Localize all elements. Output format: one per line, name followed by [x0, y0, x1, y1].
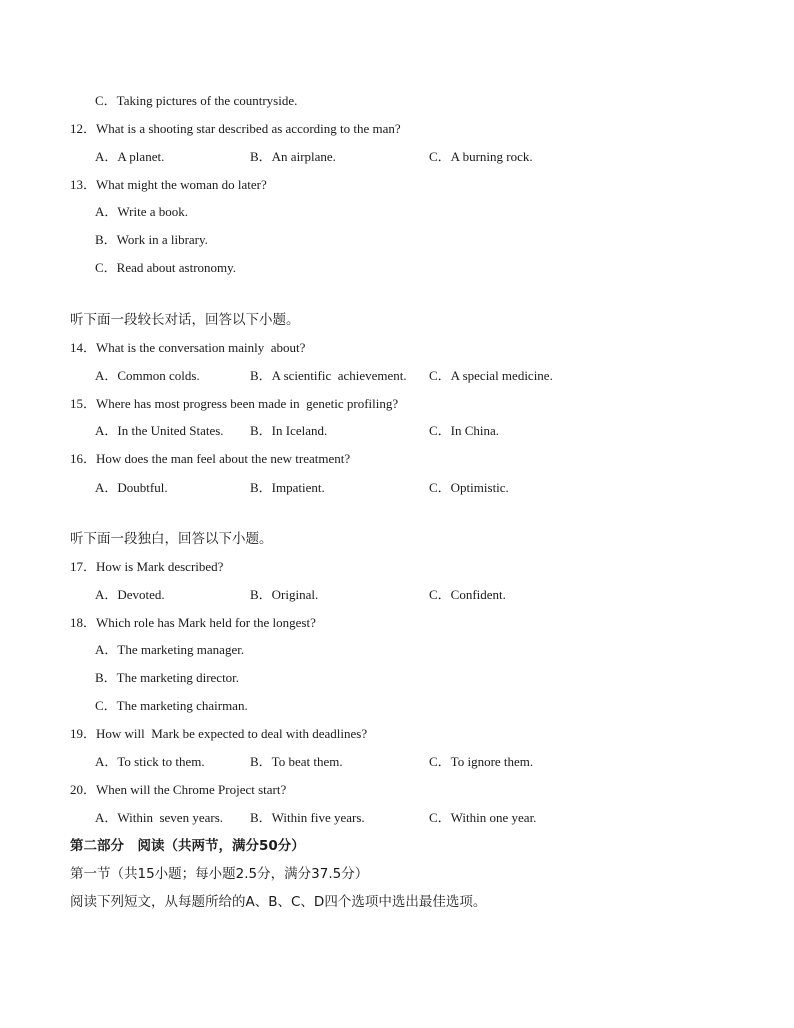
q20-options: [0, 810, 794, 826]
q13-option-c: C．Read about astronomy.: [95, 260, 237, 275]
section-monologue-instruction: 听下面一段独白，回答以下小题。: [70, 531, 273, 547]
part2-section1-heading: 第一节（共15小题；每小题2.5分，满分37.5分）: [70, 866, 369, 882]
q18-option-c: C．The marketing chairman.: [95, 698, 248, 713]
q18-stem: 18．Which role has Mark held for the longest?: [70, 615, 316, 630]
q17-stem: 17．How is Mark described?: [70, 559, 224, 574]
q12-options: [0, 149, 794, 165]
q13-stem: 13．What might the woman do later?: [70, 177, 267, 192]
q16-option-a: A．Doubtful.: [95, 480, 168, 495]
q16-option-b: B．Impatient.: [250, 480, 325, 495]
q16-stem: 16．How does the man feel about the new treatment?: [70, 451, 351, 466]
q13-option-b: B．Work in a library.: [95, 232, 208, 247]
q16-option-c: C．Optimistic.: [429, 480, 509, 495]
q19-options: [0, 754, 794, 770]
q20-option-b: B．Within five years.: [250, 810, 365, 825]
q14-option-b: B．A scientific achievement.: [250, 368, 407, 383]
q19-option-c: C．To ignore them.: [429, 754, 534, 769]
q19-option-a: A．To stick to them.: [95, 754, 205, 769]
q15-option-c: C．In China.: [429, 423, 500, 438]
q19-option-b: B．To beat them.: [250, 754, 343, 769]
q14-option-c: C．A special medicine.: [429, 368, 553, 383]
q19-stem: 19．How will Mark be expected to deal with deadlines?: [70, 726, 368, 741]
part2-heading: 第二部分 阅读（共两节，满分50分）: [70, 838, 305, 854]
q17-option-b: B．Original.: [250, 587, 319, 602]
q18-option-a: A．The marketing manager.: [95, 642, 245, 657]
q20-option-a: A．Within seven years.: [95, 810, 224, 825]
part2-instructions: 阅读下列短文，从每题所给的A、B、C、D四个选项中选出最佳选项。: [70, 894, 487, 910]
q16-options: [0, 480, 794, 496]
q20-stem: 20．When will the Chrome Project start?: [70, 782, 287, 797]
q14-option-a: A．Common colds.: [95, 368, 200, 383]
q14-stem: 14．What is the conversation mainly about?: [70, 340, 306, 355]
q12-stem: 12．What is a shooting star described as according to the man?: [70, 121, 401, 136]
q17-option-c: C．Confident.: [429, 587, 506, 602]
q12-option-a: A．A planet.: [95, 149, 165, 164]
q15-options: [0, 423, 794, 439]
q14-options: [0, 368, 794, 384]
q20-option-c: C．Within one year.: [429, 810, 537, 825]
q15-option-a: A．In the United States.: [95, 423, 224, 438]
q12-option-b: B．An airplane.: [250, 149, 336, 164]
q13-option-a: A．Write a book.: [95, 204, 188, 219]
section-dialogue-instruction: 听下面一段较长对话，回答以下小题。: [70, 312, 300, 328]
q12-option-c: C．A burning rock.: [429, 149, 533, 164]
q17-options: [0, 587, 794, 603]
q15-stem: 15．Where has most progress been made in genetic profiling?: [70, 396, 399, 411]
q17-option-a: A．Devoted.: [95, 587, 165, 602]
q15-option-b: B．In Iceland.: [250, 423, 328, 438]
q11-option-c: C．Taking pictures of the countryside.: [95, 93, 298, 108]
q18-option-b: B．The marketing director.: [95, 670, 240, 685]
